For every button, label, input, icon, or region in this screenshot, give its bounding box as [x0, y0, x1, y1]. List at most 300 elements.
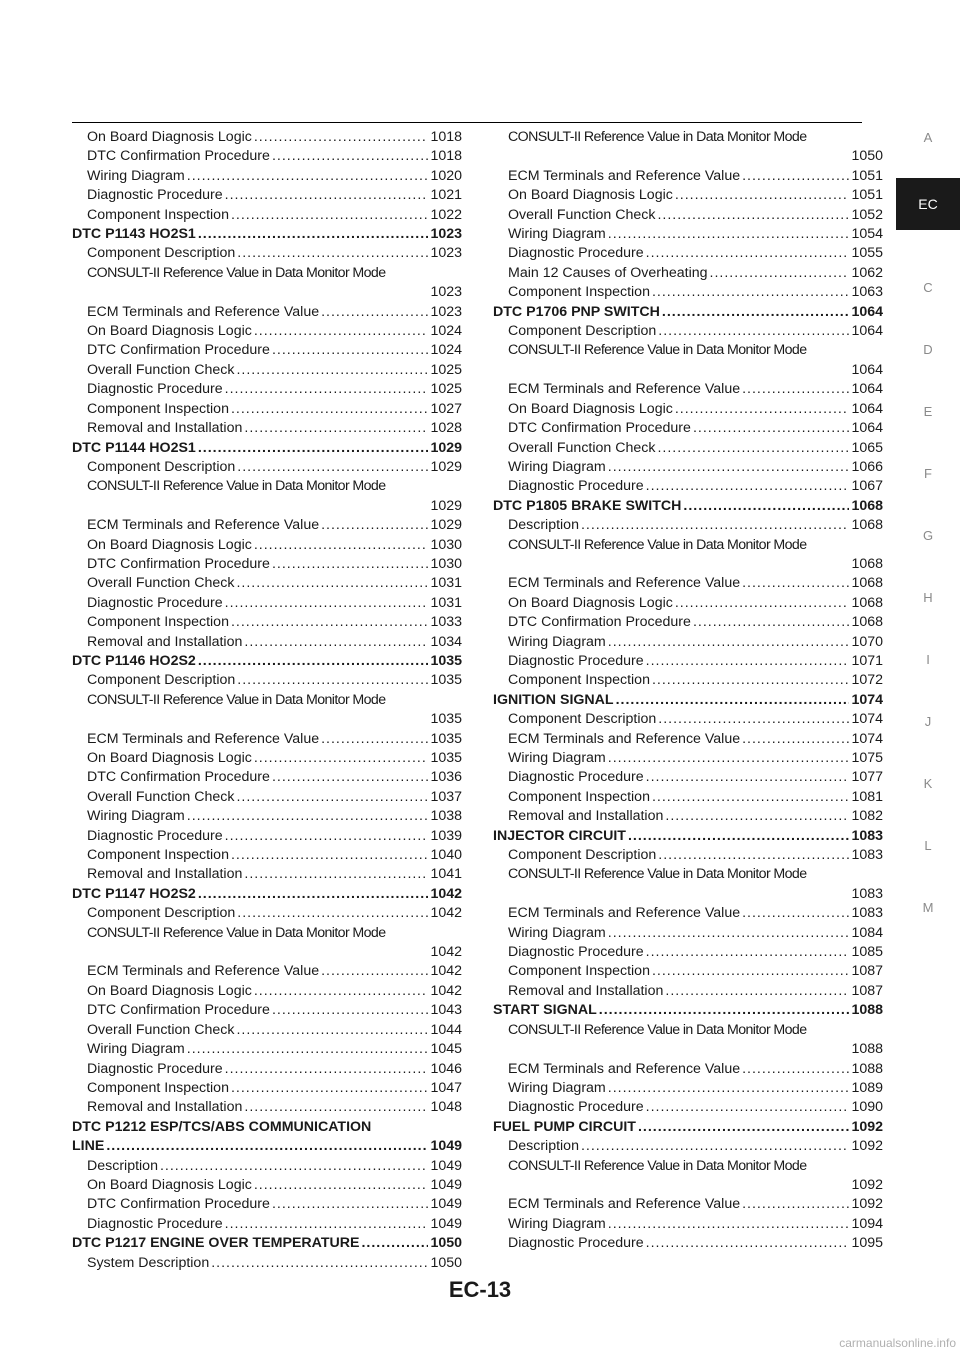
toc-entry-page[interactable]: 1050: [851, 148, 883, 165]
leader-dots: [693, 419, 850, 438]
toc-entry[interactable]: [493, 206, 883, 225]
section-tab-h[interactable]: H: [923, 590, 933, 605]
toc-entry[interactable]: [72, 1079, 462, 1098]
toc-entry-title: Diagnostic Procedure: [508, 478, 644, 495]
toc-entry[interactable]: [493, 904, 883, 923]
leader-dots: [608, 225, 850, 244]
toc-entry-title: DTC Confirmation Procedure: [87, 1196, 270, 1213]
toc-entry[interactable]: [493, 613, 883, 632]
leader-dots: [581, 516, 849, 535]
toc-entry[interactable]: [72, 206, 462, 225]
leader-dots: [237, 244, 428, 263]
toc-entry[interactable]: [493, 419, 883, 438]
toc-entry-title: DTC Confirmation Procedure: [508, 420, 691, 437]
toc-entry-title: DTC P1147 HO2S2: [72, 885, 196, 902]
leader-dots: [272, 555, 429, 574]
toc-entry[interactable]: [72, 788, 462, 807]
toc-entry-title: Overall Function Check: [87, 361, 235, 378]
toc-entry-page: 1046: [430, 1060, 462, 1077]
toc-entry-title: IGNITION SIGNAL: [493, 691, 614, 708]
toc-entry[interactable]: [493, 1215, 883, 1234]
toc-entry-title: DTC Confirmation Procedure: [508, 614, 691, 631]
toc-entry[interactable]: [72, 322, 462, 341]
toc-entry-page: 1045: [430, 1041, 462, 1058]
toc-entry[interactable]: [72, 749, 462, 768]
toc-entry-title: On Board Diagnosis Logic: [87, 750, 252, 766]
leader-dots: [742, 904, 849, 923]
leader-dots: [106, 1137, 428, 1156]
toc-entry-title: Diagnostic Procedure: [87, 187, 223, 204]
leader-dots: [657, 439, 849, 458]
section-tab-m[interactable]: M: [922, 900, 934, 915]
toc-entry-title: Wiring Diagram: [508, 1079, 606, 1096]
leader-dots: [272, 768, 429, 787]
toc-entry-title[interactable]: CONSULT-II Reference Value in Data Monitor Mode: [508, 866, 807, 883]
toc-entry-page[interactable]: 1088: [851, 1041, 883, 1058]
toc-entry-title: System Description: [87, 1254, 210, 1271]
toc-entry[interactable]: [72, 1215, 462, 1234]
toc-section-entry[interactable]: [72, 1137, 462, 1156]
toc-entry-title: Wiring Diagram: [87, 1041, 185, 1058]
toc-entry[interactable]: [72, 147, 462, 166]
toc-entry[interactable]: [493, 574, 883, 593]
toc-entry[interactable]: [72, 186, 462, 205]
leader-dots: [254, 128, 429, 147]
toc-entry-page: 1035: [430, 730, 462, 747]
toc-entry-title: Component Description: [87, 905, 236, 922]
leader-dots: [742, 380, 849, 399]
toc-entry-title: ECM Terminals and Reference Value: [87, 303, 320, 320]
toc-entry-page[interactable]: 1068: [851, 555, 883, 572]
toc-entry-title: START SIGNAL: [493, 1002, 597, 1019]
toc-entry-title: INJECTOR CIRCUIT: [493, 827, 626, 844]
toc-entry-title: Diagnostic Procedure: [508, 944, 644, 961]
leader-dots: [652, 671, 849, 690]
leader-dots: [658, 322, 849, 341]
section-tab-d[interactable]: D: [923, 342, 933, 357]
toc-entry-page: 1025: [430, 381, 462, 398]
toc-entry-page: 1049: [430, 1215, 462, 1232]
toc-entry-title: On Board Diagnosis Logic: [508, 400, 673, 417]
toc-entry[interactable]: [493, 1234, 883, 1253]
toc-entry[interactable]: [493, 458, 883, 477]
toc-entry[interactable]: [493, 671, 883, 690]
section-tab-l[interactable]: L: [924, 838, 932, 853]
section-tab-a[interactable]: A: [923, 130, 933, 145]
section-tab-f[interactable]: F: [924, 466, 932, 481]
toc-entry-title: Wiring Diagram: [87, 808, 185, 825]
leader-dots: [646, 652, 850, 671]
toc-entry[interactable]: [72, 768, 462, 787]
toc-entry-page: 1049: [430, 1196, 462, 1213]
toc-entry[interactable]: [493, 807, 883, 826]
toc-entry-page: 1071: [851, 652, 883, 669]
toc-entry[interactable]: [493, 846, 883, 865]
toc-entry-page: 1075: [851, 750, 883, 766]
toc-entry-page: 1083: [851, 847, 883, 864]
toc-entry-title: On Board Diagnosis Logic: [508, 187, 673, 204]
toc-section-entry[interactable]: [493, 827, 883, 846]
toc-entry-title[interactable]: CONSULT-II Reference Value in Data Monitor Mode: [87, 924, 386, 941]
toc-entry[interactable]: [72, 244, 462, 263]
toc-entry[interactable]: [493, 1060, 883, 1079]
toc-entry[interactable]: [493, 186, 883, 205]
toc-entry-title: Component Inspection: [508, 963, 650, 980]
leader-dots: [608, 458, 850, 477]
toc-entry[interactable]: [72, 1098, 462, 1117]
toc-entry-page: 1070: [851, 633, 883, 650]
toc-entry[interactable]: [72, 380, 462, 399]
toc-entry-page[interactable]: 1035: [430, 711, 462, 728]
leader-dots: [231, 400, 428, 419]
toc-entry-page: 1062: [851, 264, 883, 281]
toc-entry-page: 1042: [430, 982, 462, 999]
toc-entry-page: 1037: [430, 788, 462, 805]
toc-entry[interactable]: [493, 400, 883, 419]
toc-entry-title[interactable]: CONSULT-II Reference Value in Data Monitor Mode: [87, 264, 386, 281]
toc-entry[interactable]: [493, 516, 883, 535]
toc-entry[interactable]: [493, 962, 883, 981]
leader-dots: [236, 1021, 428, 1040]
leader-dots: [710, 264, 850, 283]
leader-dots: [231, 206, 428, 225]
toc-entry-title: Removal and Installation: [87, 633, 243, 650]
toc-entry-title: DTC P1706 PNP SWITCH: [493, 303, 660, 320]
toc-entry[interactable]: [493, 652, 883, 671]
leader-dots: [646, 768, 850, 787]
toc-entry-page: 1023: [430, 226, 462, 243]
leader-dots: [225, 1060, 429, 1079]
toc-entry-page: 1041: [430, 866, 462, 883]
toc-section-entry[interactable]: [72, 652, 462, 671]
toc-entry-title[interactable]: CONSULT-II Reference Value in Data Monitor Mode: [508, 1021, 807, 1038]
toc-entry-title: Overall Function Check: [508, 206, 656, 223]
header-rule: [72, 122, 862, 123]
toc-entry-title: Component Inspection: [87, 400, 229, 417]
section-tab-g[interactable]: G: [922, 528, 934, 543]
toc-entry-title: Component Description: [508, 847, 657, 864]
toc-entry[interactable]: [72, 1157, 462, 1176]
toc-entry-title: DTC P1805 BRAKE SWITCH: [493, 497, 682, 514]
toc-entry[interactable]: [72, 341, 462, 360]
toc-entry-title: Component Inspection: [87, 206, 229, 223]
leader-dots: [608, 1079, 850, 1098]
leader-dots: [646, 244, 850, 263]
toc-entry-title: Wiring Diagram: [87, 167, 185, 184]
toc-entry-title: Diagnostic Procedure: [87, 594, 223, 611]
toc-entry-title: Component Description: [87, 245, 236, 262]
toc-entry-title: ECM Terminals and Reference Value: [508, 167, 741, 184]
toc-entry-title[interactable]: CONSULT-II Reference Value in Data Monitor Mode: [508, 1157, 807, 1174]
toc-entry-page: 1083: [851, 827, 883, 844]
toc-entry-title: DTC P1217 ENGINE OVER TEMPERATURE: [72, 1235, 360, 1252]
leader-dots: [662, 303, 850, 322]
toc-entry-page: 1029: [430, 439, 462, 456]
leader-dots: [646, 1234, 850, 1253]
section-tab-i[interactable]: I: [926, 652, 930, 667]
toc-entry[interactable]: [72, 458, 462, 477]
page-number: EC-13: [448, 1277, 512, 1302]
section-tab-k[interactable]: K: [923, 776, 933, 791]
toc-entry-title: Wiring Diagram: [508, 458, 606, 475]
leader-dots: [244, 633, 428, 652]
toc-entry-title: Overall Function Check: [87, 788, 235, 805]
toc-entry[interactable]: [72, 574, 462, 593]
toc-entry-title: Description: [87, 1157, 158, 1174]
toc-entry[interactable]: [493, 730, 883, 749]
toc-entry-page: 1049: [430, 1157, 462, 1174]
toc-entry[interactable]: [72, 904, 462, 923]
leader-dots: [272, 341, 429, 360]
toc-section-entry[interactable]: [493, 1118, 883, 1137]
toc-entry[interactable]: [72, 594, 462, 613]
leader-dots: [638, 1118, 850, 1137]
toc-entry-page: 1077: [851, 769, 883, 786]
toc-entry[interactable]: [72, 1040, 462, 1059]
toc-entry-title: Component Description: [508, 323, 657, 340]
toc-entry-title: On Board Diagnosis Logic: [87, 323, 252, 340]
leader-dots: [236, 574, 428, 593]
toc-entry-title[interactable]: CONSULT-II Reference Value in Data Monitor Mode: [87, 691, 386, 708]
leader-dots: [321, 303, 428, 322]
toc-entry-page: 1030: [430, 555, 462, 572]
toc-section-entry[interactable]: [493, 1001, 883, 1020]
toc-entry[interactable]: [72, 303, 462, 322]
toc-entry[interactable]: [493, 943, 883, 962]
toc-entry[interactable]: [493, 594, 883, 613]
section-tab-ec[interactable]: EC: [896, 178, 960, 230]
toc-entry[interactable]: [72, 167, 462, 186]
toc-entry-title: On Board Diagnosis Logic: [87, 536, 252, 553]
toc-entry[interactable]: [72, 361, 462, 380]
leader-dots: [742, 574, 849, 593]
toc-entry-title: Diagnostic Procedure: [87, 1060, 223, 1077]
toc-entry[interactable]: [493, 439, 883, 458]
leader-dots: [225, 1215, 429, 1234]
toc-entry-title: DTC Confirmation Procedure: [87, 342, 270, 359]
toc-section-entry[interactable]: [493, 497, 883, 516]
toc-entry-page: 1029: [430, 517, 462, 534]
leader-dots: [187, 1040, 429, 1059]
leader-dots: [321, 516, 428, 535]
toc-entry[interactable]: [72, 633, 462, 652]
toc-entry-page: 1039: [430, 827, 462, 844]
toc-entry-page: 1035: [430, 750, 462, 766]
toc-entry-title: Overall Function Check: [87, 575, 235, 592]
toc-entry-title: DTC Confirmation Procedure: [87, 555, 270, 572]
toc-entry-page: 1022: [430, 206, 462, 223]
leader-dots: [198, 652, 429, 671]
toc-entry-page: 1084: [851, 924, 883, 941]
toc-entry[interactable]: [493, 283, 883, 302]
toc-entry-page: 1095: [851, 1235, 883, 1252]
toc-entry-page: 1049: [430, 1176, 462, 1193]
toc-entry[interactable]: [493, 264, 883, 283]
section-tab-c[interactable]: C: [923, 280, 933, 295]
toc-entry-page: 1064: [851, 381, 883, 398]
toc-entry-page: 1035: [430, 652, 462, 669]
toc-entry-title[interactable]: CONSULT-II Reference Value in Data Monitor Mode: [508, 342, 807, 359]
toc-entry-title[interactable]: DTC P1212 ESP/TCS/ABS COMMUNICATION: [72, 1118, 372, 1135]
toc-entry-title[interactable]: CONSULT-II Reference Value in Data Monitor Mode: [87, 478, 386, 495]
toc-entry-page: 1025: [430, 361, 462, 378]
toc-entry[interactable]: [72, 1060, 462, 1079]
toc-entry[interactable]: [72, 865, 462, 884]
leader-dots: [198, 439, 429, 458]
toc-entry-title: Wiring Diagram: [508, 1215, 606, 1232]
toc-entry[interactable]: [493, 982, 883, 1001]
toc-entry[interactable]: [72, 982, 462, 1001]
leader-dots: [236, 361, 428, 380]
toc-entry[interactable]: [72, 962, 462, 981]
toc-entry[interactable]: [72, 807, 462, 826]
toc-entry[interactable]: [493, 1195, 883, 1214]
toc-entry[interactable]: [72, 555, 462, 574]
toc-entry-page: 1023: [430, 245, 462, 262]
toc-entry-page: 1064: [851, 303, 883, 320]
toc-entry-title: Diagnostic Procedure: [508, 1099, 644, 1116]
toc-entry-page: 1018: [430, 148, 462, 165]
toc-section-entry[interactable]: [493, 303, 883, 322]
toc-section-entry[interactable]: [72, 1234, 462, 1253]
toc-section-entry[interactable]: [72, 439, 462, 458]
toc-entry-page: 1064: [851, 420, 883, 437]
toc-entry-page: 1031: [430, 575, 462, 592]
toc-entry[interactable]: [72, 128, 462, 147]
toc-entry[interactable]: [72, 516, 462, 535]
toc-entry-page: 1054: [851, 226, 883, 243]
toc-entry-page: 1029: [430, 458, 462, 475]
toc-entry[interactable]: [493, 244, 883, 263]
toc-entry-title[interactable]: CONSULT-II Reference Value in Data Monitor Mode: [508, 536, 807, 553]
toc-entry[interactable]: [72, 846, 462, 865]
toc-entry-title: Component Description: [87, 458, 236, 475]
toc-entry[interactable]: [72, 1176, 462, 1195]
leader-dots: [658, 710, 849, 729]
toc-entry-title: Component Inspection: [508, 788, 650, 805]
toc-entry[interactable]: [72, 1001, 462, 1020]
toc-entry[interactable]: [493, 380, 883, 399]
toc-entry[interactable]: [493, 768, 883, 787]
toc-entry[interactable]: [72, 1021, 462, 1040]
toc-entry[interactable]: [72, 613, 462, 632]
toc-entry-page[interactable]: 1064: [851, 361, 883, 378]
toc-entry-page: 1088: [851, 1060, 883, 1077]
toc-entry-page: 1050: [430, 1235, 462, 1252]
toc-entry[interactable]: [493, 788, 883, 807]
toc-entry-title[interactable]: CONSULT-II Reference Value in Data Monitor Mode: [508, 129, 807, 145]
toc-entry-title: Wiring Diagram: [508, 750, 606, 766]
toc-entry-title: Removal and Installation: [508, 808, 664, 825]
leader-dots: [237, 458, 428, 477]
leader-dots: [225, 827, 429, 846]
toc-entry-page[interactable]: 1092: [851, 1176, 883, 1193]
toc-entry[interactable]: [493, 167, 883, 186]
toc-entry-page: 1027: [430, 400, 462, 417]
toc-entry[interactable]: [493, 322, 883, 341]
toc-entry[interactable]: [493, 1137, 883, 1156]
toc-entry-title: ECM Terminals and Reference Value: [87, 963, 320, 980]
toc-section-entry[interactable]: [72, 225, 462, 244]
toc-entry-title: Removal and Installation: [87, 1099, 243, 1116]
toc-entry-page: 1085: [851, 944, 883, 961]
leader-dots: [742, 1060, 849, 1079]
toc-entry-page[interactable]: 1042: [430, 944, 462, 961]
toc-entry-page: 1072: [851, 672, 883, 689]
toc-entry[interactable]: [493, 924, 883, 943]
toc-entry-page: 1068: [851, 497, 883, 514]
toc-entry-title: Diagnostic Procedure: [508, 1235, 644, 1252]
leader-dots: [646, 1098, 850, 1117]
toc-entry[interactable]: [72, 1254, 462, 1273]
section-tab-e[interactable]: E: [923, 404, 933, 419]
toc-entry-title: DTC P1143 HO2S1: [72, 226, 196, 243]
toc-entry[interactable]: [493, 1098, 883, 1117]
leader-dots: [254, 982, 429, 1001]
toc-section-entry[interactable]: [493, 691, 883, 710]
toc-entry[interactable]: [72, 1195, 462, 1214]
toc-entry-page: 1033: [430, 614, 462, 631]
toc-entry[interactable]: [493, 477, 883, 496]
toc-entry-page: 1089: [851, 1079, 883, 1096]
toc-entry-page: 1090: [851, 1099, 883, 1116]
toc-entry-title: ECM Terminals and Reference Value: [87, 517, 320, 534]
leader-dots: [693, 613, 850, 632]
toc-entry[interactable]: [493, 1079, 883, 1098]
toc-entry-page[interactable]: 1029: [430, 497, 462, 514]
toc-entry-title: Component Inspection: [87, 614, 229, 631]
toc-section-entry[interactable]: [72, 885, 462, 904]
leader-dots: [616, 691, 850, 710]
toc-entry-page: 1074: [851, 691, 883, 708]
toc-entry-title: On Board Diagnosis Logic: [87, 129, 252, 145]
toc-entry-title: Wiring Diagram: [508, 226, 606, 243]
leader-dots: [254, 1176, 429, 1195]
toc-entry-page: 1063: [851, 284, 883, 301]
leader-dots: [628, 827, 849, 846]
toc-entry-page: 1047: [430, 1079, 462, 1096]
toc-entry-page: 1050: [430, 1254, 462, 1271]
toc-entry-title: LINE: [72, 1138, 105, 1155]
toc-entry-page: 1044: [430, 1021, 462, 1038]
leader-dots: [272, 1195, 429, 1214]
toc-entry[interactable]: [72, 419, 462, 438]
toc-entry[interactable]: [72, 671, 462, 690]
toc-entry-page: 1083: [851, 905, 883, 922]
toc-entry-title: Removal and Installation: [87, 420, 243, 437]
toc-entry[interactable]: [493, 633, 883, 652]
toc-entry-page: 1087: [851, 982, 883, 999]
leader-dots: [272, 147, 429, 166]
toc-entry[interactable]: [72, 827, 462, 846]
toc-entry[interactable]: [493, 749, 883, 768]
toc-entry-title: ECM Terminals and Reference Value: [508, 905, 741, 922]
toc-entry-title: DTC P1144 HO2S1: [72, 439, 196, 456]
toc-entry[interactable]: [493, 225, 883, 244]
toc-entry-title: Component Inspection: [87, 1079, 229, 1096]
toc-entry[interactable]: [72, 536, 462, 555]
toc-entry[interactable]: [493, 710, 883, 729]
section-tab-j[interactable]: J: [924, 714, 932, 729]
toc-entry[interactable]: [72, 400, 462, 419]
watermark: carmanualsonline.info: [839, 1336, 956, 1350]
toc-entry-page[interactable]: 1023: [430, 284, 462, 301]
toc-entry-page: 1021: [430, 187, 462, 204]
toc-entry-page[interactable]: 1083: [851, 885, 883, 902]
toc-entry[interactable]: [72, 730, 462, 749]
leader-dots: [581, 1137, 849, 1156]
toc-entry-title: DTC Confirmation Procedure: [87, 1002, 270, 1019]
